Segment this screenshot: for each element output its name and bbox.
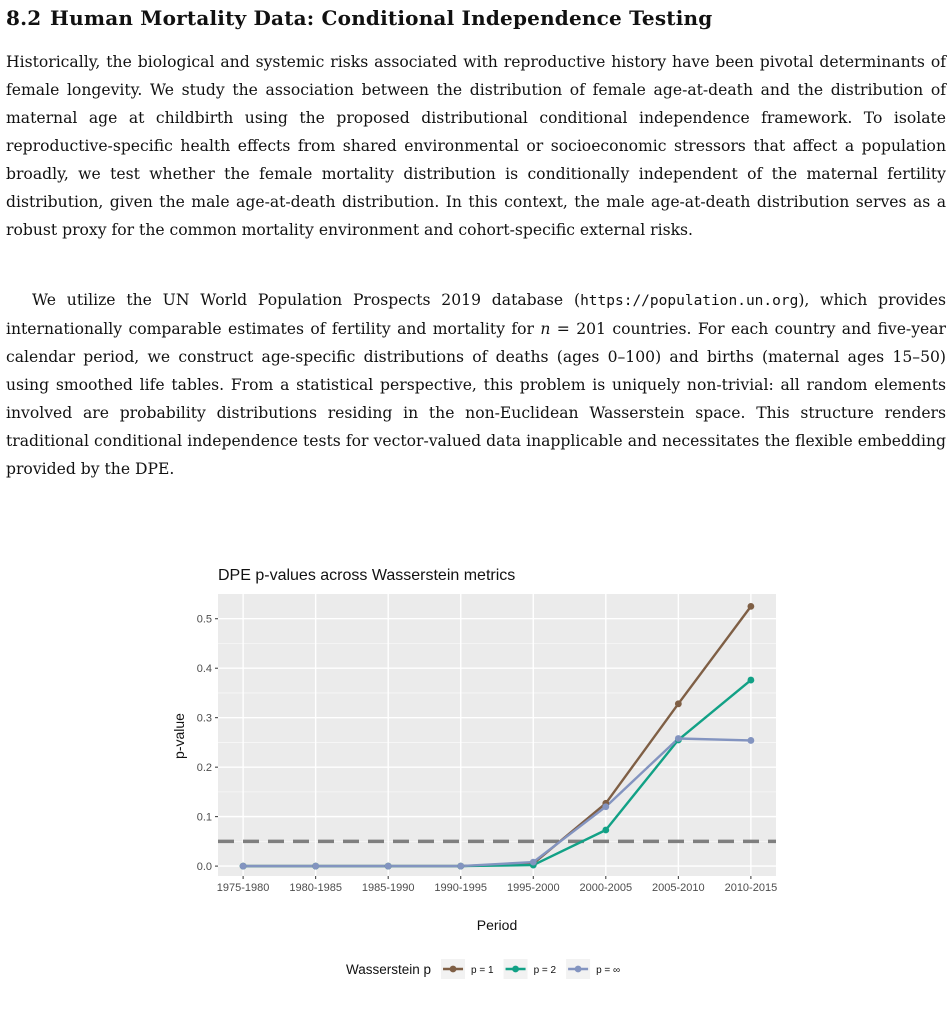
chart-title: DPE p-values across Wasserstein metrics — [218, 567, 516, 584]
data-point — [747, 737, 754, 744]
dpe-pvalue-line-chart — [160, 560, 950, 1020]
y-tick-label: 0.2 — [196, 762, 212, 775]
legend-label-1: p = 2 — [533, 965, 557, 976]
x-tick-label: 1980-1985 — [289, 882, 342, 894]
x-axis-label: Period — [476, 917, 518, 933]
x-axis-ticks — [217, 876, 777, 894]
figure-dpe-pvalues — [160, 560, 950, 1020]
x-tick-label: 2000-2005 — [579, 882, 633, 894]
y-tick-label: 0.5 — [196, 613, 212, 626]
data-point — [602, 803, 609, 810]
y-tick-label: 0.3 — [196, 712, 212, 725]
math-equation: = 201 — [550, 320, 606, 338]
section-number: 8.2 — [6, 6, 42, 30]
x-tick-label: 1975-1980 — [216, 882, 270, 894]
legend-title: Wasserstein p — [346, 962, 432, 977]
paragraph-data — [6, 286, 946, 483]
legend-items — [441, 959, 620, 979]
legend — [346, 959, 620, 979]
data-point — [747, 677, 754, 684]
paragraph-data-text-3: countries. For each country and five-year calendar period, we construct age-specific distributions of deaths (ages 0–100) and births (maternal ages 15–50) using smoothed life tables. From a statistical perspective, this problem is uniquely non-trivial: all random elements involved are probability distributions residing in the non-Euclidean Wasserstein space. This structure renders traditional conditional independence tests for vector-valued data inapplicable and necessitates the flexible embedding provided by the DPE. — [6, 320, 946, 478]
data-point — [312, 863, 319, 870]
legend-label-2: p = ∞ — [596, 965, 621, 976]
data-point — [457, 863, 464, 870]
x-tick-label: 1990-1995 — [434, 882, 488, 894]
data-point — [530, 859, 537, 866]
data-point — [240, 863, 247, 870]
data-point — [675, 735, 682, 742]
section-heading — [6, 6, 712, 30]
legend-key-point — [512, 966, 519, 973]
x-tick-label: 1995-2000 — [506, 882, 560, 894]
un-database-link[interactable]: https://population.un.org — [580, 293, 799, 309]
y-axis-ticks — [197, 614, 218, 873]
data-point — [675, 700, 682, 707]
paragraph-data-text-2: ), which provides internationally comparable estimates of fertility and mortality for — [6, 291, 946, 338]
data-point — [747, 603, 754, 610]
data-point — [385, 863, 392, 870]
paragraph-data-text-1: We utilize the UN World Population Prospects 2019 database ( — [32, 291, 581, 309]
x-tick-label: 2010-2015 — [724, 882, 778, 894]
y-tick-label: 0.0 — [196, 861, 212, 874]
x-tick-label: 2005-2010 — [652, 882, 705, 894]
math-var-n: n — [540, 320, 551, 338]
data-point — [602, 827, 609, 834]
legend-key-point — [450, 966, 457, 973]
y-tick-label: 0.1 — [196, 811, 212, 824]
paragraph-intro: Historically, the biological and systemic risks associated with reproductive history have been pivotal determinants of female longevity. We study the association between the distribution of female age-at-death and the distribution of maternal age at childbirth using the proposed distributional conditional independence framework. To isolate reproductive-specific health effects from shared environmental or socioeconomic stressors that affect a population broadly, we test whether the female mortality distribution is conditionally independent of the maternal fertility distribution, given the male age-at-death distribution. In this context, the male age-at-death distribution serves as a robust proxy for the common mortality environment and cohort-specific external risks. — [6, 53, 946, 239]
legend-key-point — [575, 966, 582, 973]
y-tick-label: 0.4 — [196, 663, 212, 676]
section-title: Human Mortality Data: Conditional Independence Testing — [50, 6, 713, 30]
x-tick-label: 1985-1990 — [361, 882, 415, 894]
plot-panel — [218, 594, 776, 876]
y-axis-label: p-value — [171, 713, 187, 759]
legend-label-0: p = 1 — [471, 965, 494, 976]
